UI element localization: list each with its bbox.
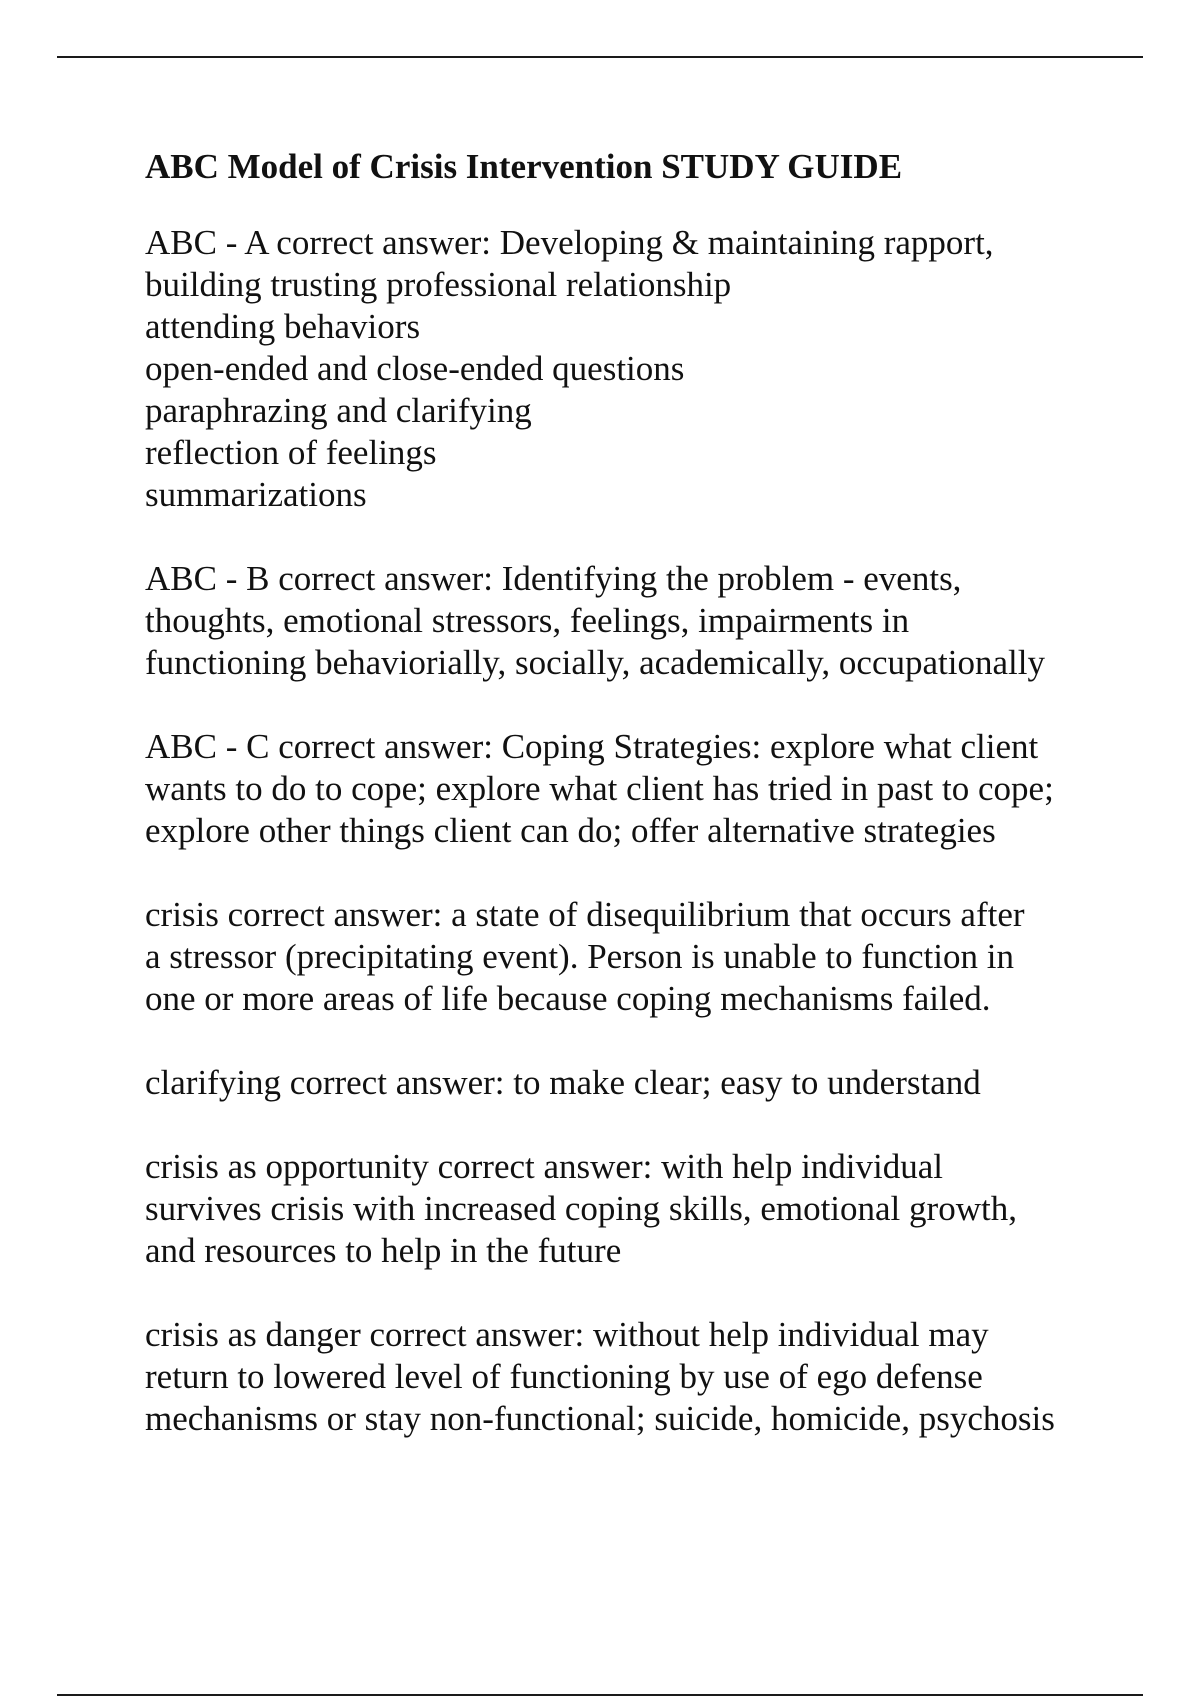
entry-crisis-as-danger [145,1314,1155,1440]
entry-line: ABC - A correct answer: Developing & maintaining rapport, [145,223,994,262]
entry-line: reflection of feelings [145,433,437,472]
entry-abc-a [145,222,1155,516]
entry-line: open-ended and close-ended questions [145,349,685,388]
entry-line: crisis correct answer: a state of disequilibrium that occurs after [145,895,1025,934]
footer-rule [57,1694,1143,1696]
entry-line: and resources to help in the future [145,1231,622,1270]
entry-line: explore other things client can do; offer alternative strategies [145,811,996,850]
entry-abc-b [145,558,1155,684]
entry-line: crisis as opportunity correct answer: with help individual [145,1147,944,1186]
entry-line: summarizations [145,475,367,514]
entry-line: building trusting professional relationship [145,265,732,304]
header-rule [57,56,1143,58]
entry-abc-c [145,726,1155,852]
entry-line: functioning behaviorially, socially, academically, occupationally [145,643,1045,682]
entry-clarifying [145,1062,1155,1104]
entry-line: crisis as danger correct answer: without help individual may [145,1315,989,1354]
entry-line: a stressor (precipitating event). Person is unable to function in [145,937,1014,976]
entry-line: attending behaviors [145,307,421,346]
entry-line: survives crisis with increased coping skills, emotional growth, [145,1189,1017,1228]
page-title: ABC Model of Crisis Intervention STUDY GUIDE [145,147,903,186]
entry-line: mechanisms or stay non-functional; suicide, homicide, psychosis [145,1399,1055,1438]
entry-line: paraphrazing and clarifying [145,391,532,430]
page-content [145,146,1155,1482]
entry-line: ABC - B correct answer: Identifying the problem - events, [145,559,962,598]
entry-crisis [145,894,1155,1020]
entry-line: return to lowered level of functioning by use of ego defense [145,1357,983,1396]
entry-line: wants to do to cope; explore what client has tried in past to cope; [145,769,1054,808]
entry-line: clarifying correct answer: to make clear; easy to understand [145,1063,981,1102]
entry-line: ABC - C correct answer: Coping Strategies: explore what client [145,727,1039,766]
entry-line: one or more areas of life because coping mechanisms failed. [145,979,991,1018]
entry-line: thoughts, emotional stressors, feelings, impairments in [145,601,910,640]
entry-crisis-as-opportunity [145,1146,1155,1272]
